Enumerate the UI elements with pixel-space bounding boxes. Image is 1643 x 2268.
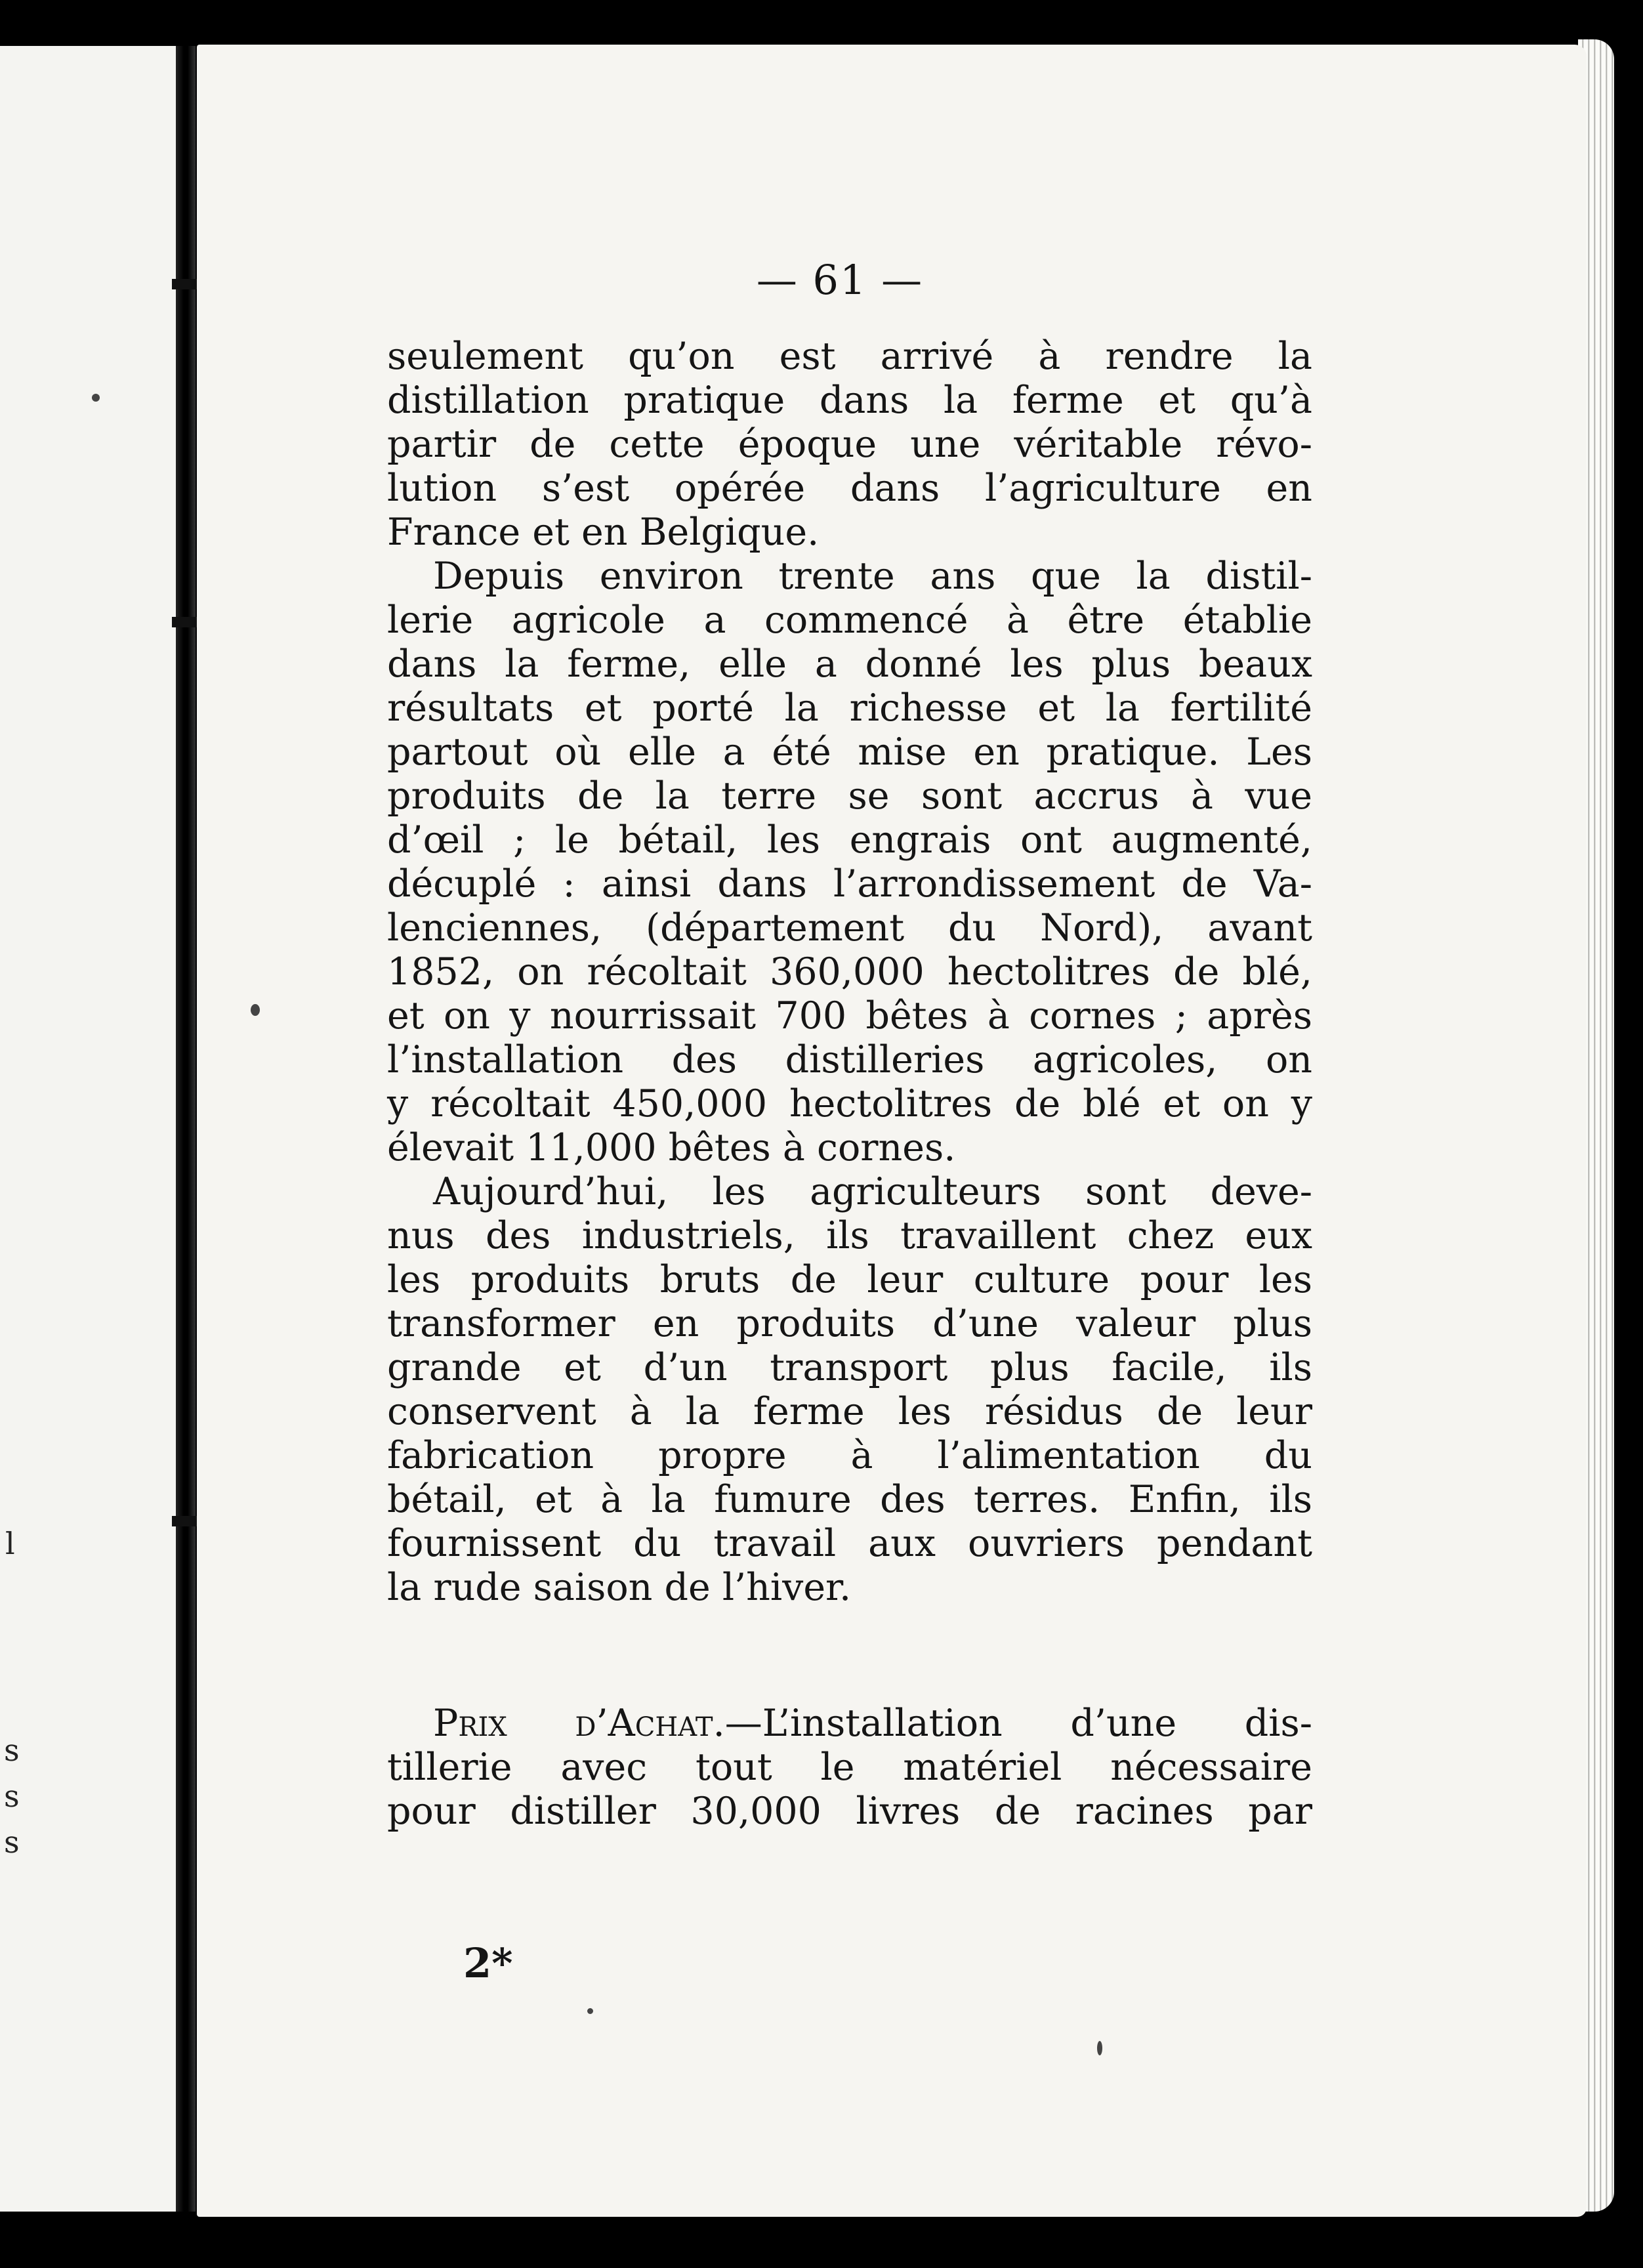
text-line: partout où elle a été mise en pratique. Les <box>387 730 1312 774</box>
paper-speck <box>92 394 100 402</box>
page-number: — 61 — <box>756 256 924 304</box>
body-text <box>387 335 1312 1834</box>
text-line: produits de la terre se sont accrus à vue <box>387 774 1312 818</box>
left-margin-letter: s <box>4 1824 20 1860</box>
text-line: fabrication propre à l’alimentation du <box>387 1434 1312 1477</box>
paper-speck <box>1097 2041 1102 2055</box>
binding-stitch <box>172 279 198 289</box>
text-line: l’installation des distilleries agricoles, on <box>387 1038 1312 1082</box>
text-line: 1852, on récoltait 360,000 hectolitres de blé, <box>387 950 1312 994</box>
book-spine <box>176 46 196 2212</box>
paragraph-2 <box>387 555 1312 1170</box>
text-line: grande et d’un transport plus facile, ils <box>387 1346 1312 1389</box>
heading-line-rest: —L’installation d’une dis- <box>724 1702 1312 1745</box>
text-line: lution s’est opérée dans l’agriculture en <box>387 467 1312 510</box>
text-line: d’œil ; le bétail, les engrais ont augmenté, <box>387 818 1312 862</box>
left-page-fragment <box>0 46 190 2212</box>
text-line: et on y nourrissait 700 bêtes à cornes ; après <box>387 994 1312 1038</box>
paper-speck <box>587 2008 593 2014</box>
text-line: élevait 11,000 bêtes à cornes. <box>387 1126 956 1169</box>
text-line: la rude saison de l’hiver. <box>387 1566 852 1609</box>
left-margin-letter: s <box>4 1778 20 1814</box>
paragraph-gap <box>387 1610 1312 1702</box>
paragraph-4 <box>387 1702 1312 1834</box>
text-line: conservent à la ferme les résidus de leur <box>387 1390 1312 1433</box>
text-line: tillerie avec tout le matériel nécessaire <box>387 1746 1312 1789</box>
text-line: dans la ferme, elle a donné les plus beaux <box>387 642 1312 686</box>
paper-speck <box>251 1004 260 1016</box>
text-line: partir de cette époque une véritable révo- <box>387 423 1312 466</box>
text-line: Aujourd’hui, les agriculteurs sont deve- <box>433 1170 1312 1213</box>
left-margin-letter: l <box>5 1526 15 1561</box>
text-line <box>387 1702 1312 1746</box>
text-line: seulement qu’on est arrivé à rendre la <box>387 335 1312 378</box>
text-line: distillation pratique dans la ferme et qu’à <box>387 379 1312 422</box>
binding-stitch <box>172 617 198 627</box>
signature-mark: 2* <box>463 1939 513 1987</box>
text-line: France et en Belgique. <box>387 511 820 554</box>
text-line: les produits bruts de leur culture pour les <box>387 1258 1312 1301</box>
text-line: lerie agricole a commencé à être établie <box>387 598 1312 642</box>
text-line: fournissent du travail aux ouvriers pendant <box>387 1522 1312 1565</box>
text-line: décuplé : ainsi dans l’arrondissement de Va- <box>387 862 1312 906</box>
text-line: pour distiller 30,000 livres de racines par <box>387 1790 1312 1833</box>
section-heading: Prix d’Achat. <box>433 1702 725 1745</box>
text-line: y récoltait 450,000 hectolitres de blé et on y <box>387 1082 1312 1125</box>
paragraph-3 <box>387 1170 1312 1610</box>
binding-stitch <box>172 1516 198 1526</box>
text-line: transformer en produits d’une valeur plus <box>387 1302 1312 1345</box>
text-line: nus des industriels, ils travaillent chez eux <box>387 1214 1312 1257</box>
text-line: lenciennes, (département du Nord), avant <box>387 906 1312 950</box>
left-margin-letter: s <box>4 1732 20 1768</box>
paragraph-1 <box>387 335 1312 555</box>
text-line: résultats et porté la richesse et la fertilité <box>387 686 1312 730</box>
text-line: bétail, et à la fumure des terres. Enfin, ils <box>387 1478 1312 1521</box>
text-line: Depuis environ trente ans que la distil- <box>433 555 1312 598</box>
